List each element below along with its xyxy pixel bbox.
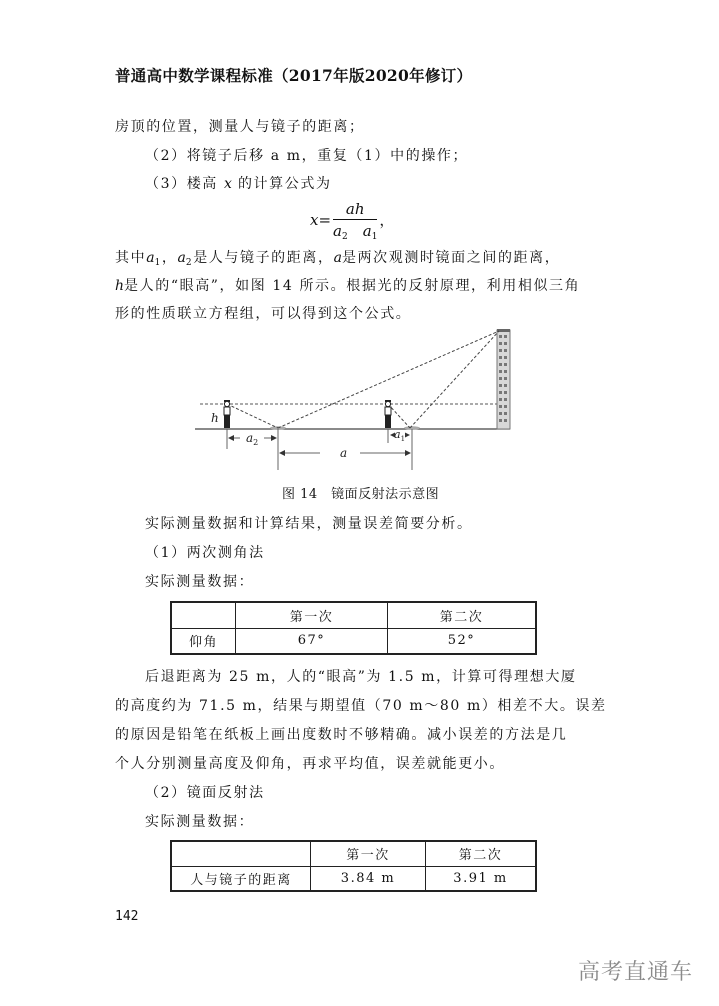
explain-line-2 <box>115 276 580 296</box>
text-fragment: 是人的“眼高”，如图 14 所示。根据光的反射原理，利用相似三角 <box>124 278 581 294</box>
analysis-line-2: 的高度约为 71.5 m，结果与期望值（70 m～80 m）相差不大。误差 <box>115 698 607 714</box>
page-number: 142 <box>115 909 139 924</box>
text-fragment: 是人与镜子的距离， <box>193 250 334 266</box>
step-3-suffix: 的计算公式为 <box>237 176 332 192</box>
reflection-rays <box>227 331 499 428</box>
person-icon <box>385 400 391 428</box>
mirror-distance-table <box>170 840 537 892</box>
angle-measurement-table <box>170 601 537 655</box>
label-a1-sub: 1 <box>400 435 406 443</box>
formula-lhs: x <box>310 211 319 229</box>
table-cell: 3.84 m <box>311 866 426 891</box>
text-fragment: 其中 <box>115 250 147 266</box>
var-a1-sub: 1 <box>154 258 162 268</box>
label-a2 <box>246 431 258 447</box>
mirror-reflection-diagram <box>190 325 525 470</box>
formula-comma: ， <box>379 211 395 229</box>
text-line: 房顶的位置，测量人与镜子的距离； <box>115 119 365 135</box>
label-a2-sub: 2 <box>253 438 259 447</box>
formula-fraction <box>333 200 377 242</box>
table-header-cell <box>171 841 311 866</box>
table-cell: 52° <box>388 628 537 654</box>
label-a2-base: a <box>246 431 254 445</box>
table-cell: 仰角 <box>171 628 236 654</box>
explain-line-1 <box>115 248 560 273</box>
table-row <box>171 866 536 891</box>
variable-x: x <box>223 176 232 192</box>
watermark: 高考直通车 <box>578 960 694 985</box>
step-3-prefix: （3）楼高 <box>145 176 218 192</box>
den-a2-sub: 2 <box>342 232 348 242</box>
label-a: a <box>340 446 348 460</box>
dimension-lines <box>227 429 412 470</box>
formula-equals: = <box>318 211 332 229</box>
table-header-cell: 第一次 <box>311 841 426 866</box>
data-label-2: 实际测量数据： <box>145 814 255 830</box>
section-intro: 实际测量数据和计算结果，测量误差简要分析。 <box>145 516 473 532</box>
page-header-title: 普通高中数学课程标准（2017年版2020年修订） <box>115 66 473 85</box>
den-a2: a <box>333 222 342 240</box>
label-a1-base: a <box>394 428 401 441</box>
formula-denominator <box>333 220 377 242</box>
figure-caption: 图 14 镜面反射法示意图 <box>282 487 440 502</box>
text-fragment: 是两次观测时镜面之间的距离， <box>341 250 561 266</box>
method-1-heading: （1）两次测角法 <box>145 545 265 561</box>
analysis-line-4: 个人分别测量高度及仰角，再求平均值，误差就能更小。 <box>115 756 505 772</box>
text-fragment: ， <box>161 250 178 266</box>
analysis-line-3: 的原因是铅笔在纸板上画出度数时不够精确。减小误差的方法是几 <box>115 727 568 743</box>
step-2-text: （2）将镜子后移 a m，重复（1）中的操作； <box>145 148 469 164</box>
table-header-row <box>171 602 536 628</box>
table-header-cell: 第二次 <box>426 841 537 866</box>
den-a1: a <box>362 222 372 240</box>
data-label-1: 实际测量数据： <box>145 574 255 590</box>
table-header-cell: 第一次 <box>236 602 388 628</box>
table-cell: 3.91 m <box>426 866 537 891</box>
height-formula <box>310 200 394 242</box>
analysis-line-1: 后退距离为 25 m，人的“眼高”为 1.5 m，计算可得理想大厦 <box>145 669 577 685</box>
table-header-cell <box>171 602 236 628</box>
building-icon <box>497 329 510 429</box>
label-h: h <box>211 411 219 425</box>
formula-numerator: ah <box>345 200 365 218</box>
step-3-text <box>145 174 332 194</box>
label-a1 <box>394 428 405 443</box>
table-row <box>171 628 536 654</box>
table-cell: 67° <box>236 628 388 654</box>
var-a1: a <box>146 250 155 266</box>
var-h: h <box>115 278 125 294</box>
table-cell: 人与镜子的距离 <box>171 866 311 891</box>
table-header-row <box>171 841 536 866</box>
person-icon <box>224 400 230 428</box>
explain-line-3: 形的性质联立方程组，可以得到这个公式。 <box>115 306 412 322</box>
var-a2-sub: 2 <box>185 258 194 268</box>
var-a: a <box>333 250 342 266</box>
method-2-heading: （2）镜面反射法 <box>145 785 265 801</box>
table-header-cell: 第二次 <box>388 602 537 628</box>
var-a2: a <box>177 250 186 266</box>
den-a1-sub: 1 <box>371 232 378 242</box>
